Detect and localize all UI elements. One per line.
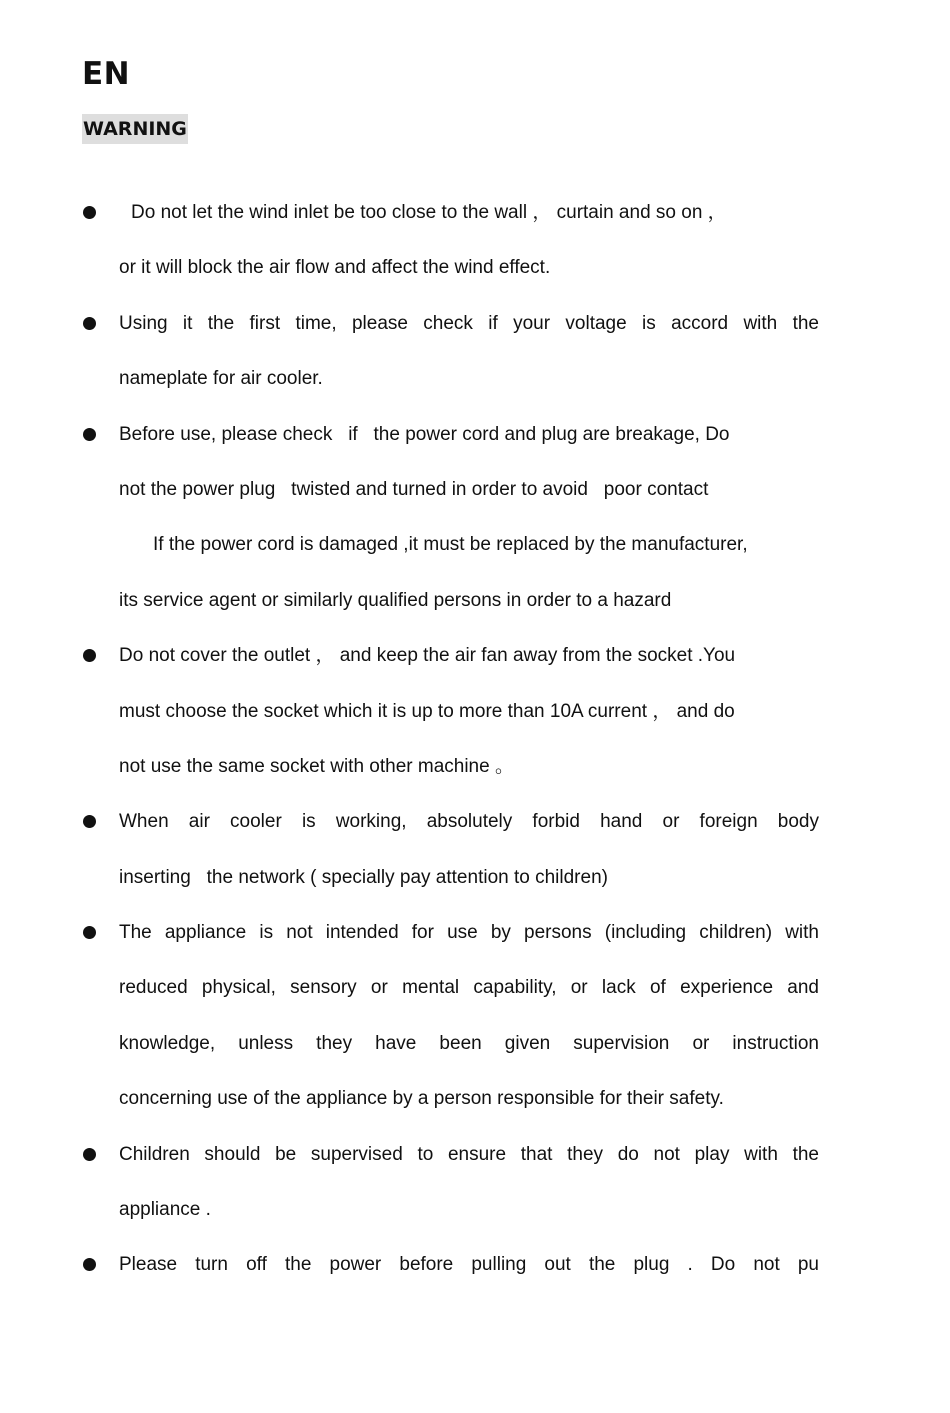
warning-text-line: nameplate for air cooler.: [119, 368, 323, 390]
warning-text-line: appliance .: [119, 1199, 211, 1221]
warning-text-line: Do not cover the outlet ， and keep the air fan away from the socket .You: [119, 645, 736, 667]
bullet-icon: [83, 926, 96, 939]
warning-heading: WARNING: [82, 114, 188, 144]
warning-text-line: When air cooler is working, absolutely forbid hand or foreign body: [119, 811, 819, 833]
warning-text-line: If the power cord is damaged ,it must be replaced by the manufacturer,: [153, 534, 748, 556]
warning-text-line: Children should be supervised to ensure that they do not play with the: [119, 1143, 819, 1165]
warning-text-line: must choose the socket which it is up to more than 10A current ， and do: [119, 700, 735, 722]
warning-item: [0, 296, 950, 407]
bullet-icon: [83, 428, 96, 441]
warning-text-line: its service agent or similarly qualified persons in order to a hazard: [119, 589, 672, 611]
warning-text-line: knowledge, unless they have been given supervision or instruction: [119, 1032, 819, 1054]
warning-text-line: or it will block the air flow and affect the wind effect.: [119, 257, 551, 279]
warning-item: [0, 794, 950, 905]
warning-text-line: The appliance is not intended for use by persons (including children) with: [119, 922, 819, 944]
warning-item: [0, 905, 950, 1127]
bullet-icon: [83, 815, 96, 828]
bullet-icon: [83, 206, 96, 219]
warning-text-line: Before use, please check if the power cord and plug are breakage, Do: [119, 423, 730, 445]
warning-item: [0, 185, 950, 296]
warning-item: [0, 407, 950, 629]
warning-item: [0, 1237, 950, 1292]
warning-text-line: Please turn off the power before pulling out the plug . Do not pu: [119, 1254, 819, 1276]
bullet-icon: [83, 1258, 96, 1271]
bullet-icon: [83, 1148, 96, 1161]
warning-text-line: Using it the first time, please check if your voltage is accord with the: [119, 312, 819, 334]
warning-item: [0, 1127, 950, 1238]
warning-text-line: inserting the network ( specially pay attention to children): [119, 866, 608, 888]
language-code: EN: [82, 56, 131, 92]
warning-text-line: concerning use of the appliance by a person responsible for their safety.: [119, 1088, 724, 1110]
bullet-icon: [83, 649, 96, 662]
warning-text-line: Do not let the wind inlet be too close to the wall ， curtain and so on ，: [131, 202, 727, 223]
warning-text-line: reduced physical, sensory or mental capability, or lack of experience and: [119, 977, 819, 999]
bullet-icon: [83, 317, 96, 330]
warning-text-line: not the power plug twisted and turned in order to avoid poor contact: [119, 478, 709, 500]
warning-list: [0, 185, 950, 1293]
warning-item: [0, 628, 950, 794]
warning-text-line: not use the same socket with other machine 。: [119, 755, 514, 777]
